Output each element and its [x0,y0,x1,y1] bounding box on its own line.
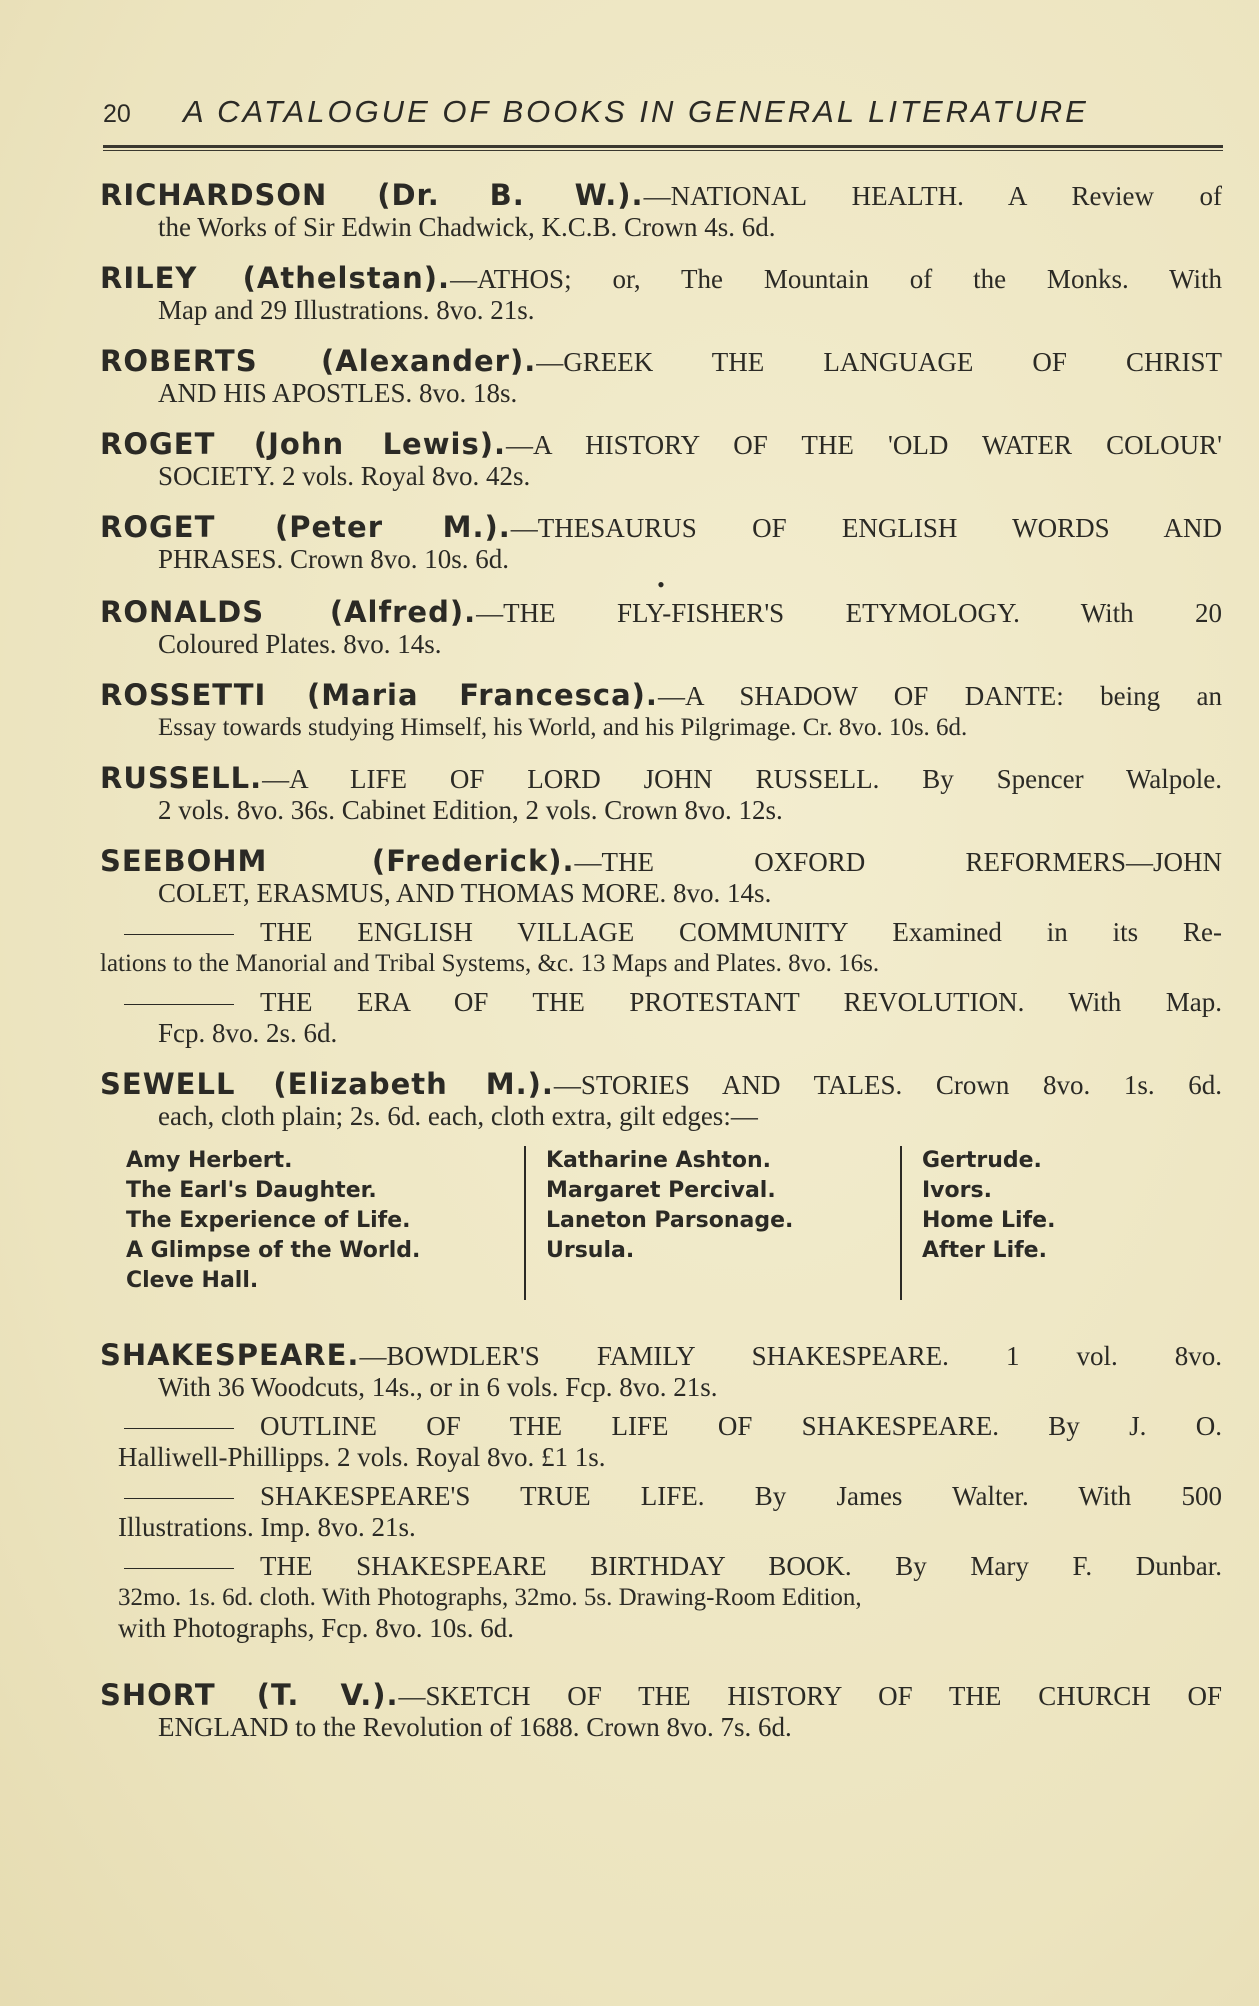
entry-details: Coloured Plates. 8vo. 14s. [158,629,442,659]
entry-rossetti [100,680,1222,743]
entry-author: ROBERTS (Alexander). [100,344,537,378]
ditto-dash [124,1428,234,1429]
entry-details: 2 vols. 8vo. 36s. Cabinet Edition, 2 vols. Crown 8vo. 12s. [158,795,783,825]
sub-entry-details: 32mo. 1s. 6d. cloth. With Photographs, 32mo. 5s. Drawing-Room Edition, [118,1584,862,1611]
entry-details: AND HIS APOSTLES. 8vo. 18s. [158,378,518,408]
stories-column-1 [126,1146,420,1296]
sub-entry-details: lations to the Manorial and Tribal Systems, &c. 13 Maps and Plates. 8vo. 16s. [100,950,880,977]
stories-column-3 [922,1146,1055,1266]
header-rule-thin [103,150,1223,151]
story-title: Ursula. [546,1238,635,1263]
sub-entry-title: OUTLINE OF THE LIFE OF SHAKESPEARE. By J. O. [260,1411,1222,1441]
entry-title: —STORIES AND TALES. Crown 8vo. 1s. 6d. [553,1070,1222,1100]
sub-entry-title: THE ERA OF THE PROTESTANT REVOLUTION. With Map. [260,987,1222,1017]
entry-title: —BOWDLER'S FAMILY SHAKESPEARE. 1 vol. 8vo. [359,1341,1222,1371]
entry-author: RICHARDSON (Dr. B. W.). [100,178,644,212]
entry-title: —GREEK THE LANGUAGE OF CHRIST [536,347,1222,377]
story-title: A Glimpse of the World. [126,1238,421,1263]
entry-author: ROGET (Peter M.). [100,510,511,544]
entry-sewell [100,1069,1222,1132]
entry-author: RONALDS (Alfred). [100,595,477,629]
entry-title: —THESAURUS OF ENGLISH WORDS AND [510,513,1222,543]
entry-seebohm [100,846,1222,1049]
entry-author: SEWELL (Elizabeth M.). [100,1067,554,1101]
entry-author: SHORT (T. V.). [100,1678,399,1712]
ditto-dash [124,1568,234,1569]
entry-details: Map and 29 Illustrations. 8vo. 21s. [158,295,535,325]
ditto-dash [124,934,234,935]
stories-column-2 [546,1146,793,1266]
story-title: Ivors. [922,1178,992,1203]
entry-roberts [100,346,1222,409]
stories-table [126,1146,1222,1316]
entry-title: —THE FLY-FISHER'S ETYMOLOGY. With 20 [476,598,1222,628]
entry-details: Essay towards studying Himself, his World, and his Pilgrimage. Cr. 8vo. 10s. 6d. [158,714,968,741]
entry-ronalds [100,597,1222,660]
entry-shakespeare [100,1340,1222,1644]
entry-author: ROSSETTI (Maria Francesca). [100,678,658,712]
story-title: The Experience of Life. [126,1208,411,1233]
sub-entry [100,1481,1222,1543]
sub-entry-details: with Photographs, Fcp. 8vo. 10s. 6d. [118,1613,515,1643]
entry-author: RUSSELL. [100,761,263,795]
entry-title: —A HISTORY OF THE 'OLD WATER COLOUR' [505,430,1222,460]
entry-title: —THE OXFORD REFORMERS—JOHN [574,847,1222,877]
entry-author: ROGET (John Lewis). [100,427,506,461]
entry-details: each, cloth plain; 2s. 6d. each, cloth extra, gilt edges:— [158,1101,758,1131]
entry-russell [100,763,1222,826]
column-divider [524,1146,526,1300]
ditto-dash [124,1004,234,1005]
entry-details: the Works of Sir Edwin Chadwick, K.C.B. Crown 4s. 6d. [158,212,776,242]
entry-richardson [100,180,1222,243]
entry-details: With 36 Woodcuts, 14s., or in 6 vols. Fcp. 8vo. 21s. [158,1372,718,1402]
story-title: Katharine Ashton. [546,1148,771,1173]
sub-entry [100,987,1222,1049]
entry-author: SHAKESPEARE. [100,1338,360,1372]
sub-entry [100,1411,1222,1473]
column-divider [900,1146,902,1300]
sub-entry-details: Illustrations. Imp. 8vo. 21s. [118,1512,416,1542]
entry-short [100,1680,1222,1743]
sub-entry-title: THE ENGLISH VILLAGE COMMUNITY Examined in its Re- [260,917,1222,947]
page-header [103,94,1223,134]
header-rule [103,145,1223,148]
entry-author: SEEBOHM (Frederick). [100,844,575,878]
sub-entry-title: SHAKESPEARE'S TRUE LIFE. By James Walter. With 500 [260,1481,1222,1511]
page-number: 20 [103,100,131,128]
entry-roget-peter [100,512,1222,575]
story-title: Gertrude. [922,1148,1042,1173]
running-title: A CATALOGUE OF BOOKS IN GENERAL LITERATURE [183,94,1089,129]
entry-details: SOCIETY. 2 vols. Royal 8vo. 42s. [158,461,531,491]
entries-list [100,180,1222,1763]
entry-author: RILEY (Athelstan). [100,261,451,295]
entry-title: —NATIONAL HEALTH. A Review of [643,181,1222,211]
ditto-dash [124,1498,234,1499]
bullet-mark: • [657,572,665,597]
sub-entry-details: Fcp. 8vo. 2s. 6d. [158,1018,338,1048]
story-title: Laneton Parsonage. [546,1208,794,1233]
story-title: Cleve Hall. [126,1268,259,1293]
sub-entry [100,1551,1222,1644]
entry-title: —ATHOS; or, The Mountain of the Monks. With [450,264,1222,294]
sub-entry-details: Halliwell-Phillipps. 2 vols. Royal 8vo. £1 1s. [118,1442,606,1472]
entry-title: —A SHADOW OF DANTE: being an [657,681,1223,711]
entry-title: —A LIFE OF LORD JOHN RUSSELL. By Spencer Walpole. [262,764,1222,794]
story-title: Margaret Percival. [546,1178,776,1203]
entry-details: PHRASES. Crown 8vo. 10s. 6d. [158,544,510,574]
story-title: Home Life. [922,1208,1056,1233]
entry-riley [100,263,1222,326]
entry-title: —SKETCH OF THE HISTORY OF THE CHURCH OF [398,1681,1222,1711]
story-title: After Life. [922,1238,1047,1263]
entry-details: COLET, ERASMUS, AND THOMAS MORE. 8vo. 14s. [158,878,772,908]
story-title: Amy Herbert. [126,1148,293,1173]
entry-details: ENGLAND to the Revolution of 1688. Crown 8vo. 7s. 6d. [158,1712,792,1742]
sub-entry [100,917,1222,979]
entry-roget-john [100,429,1222,492]
sub-entry-title: THE SHAKESPEARE BIRTHDAY BOOK. By Mary F. Dunbar. [260,1551,1222,1581]
story-title: The Earl's Daughter. [126,1178,377,1203]
